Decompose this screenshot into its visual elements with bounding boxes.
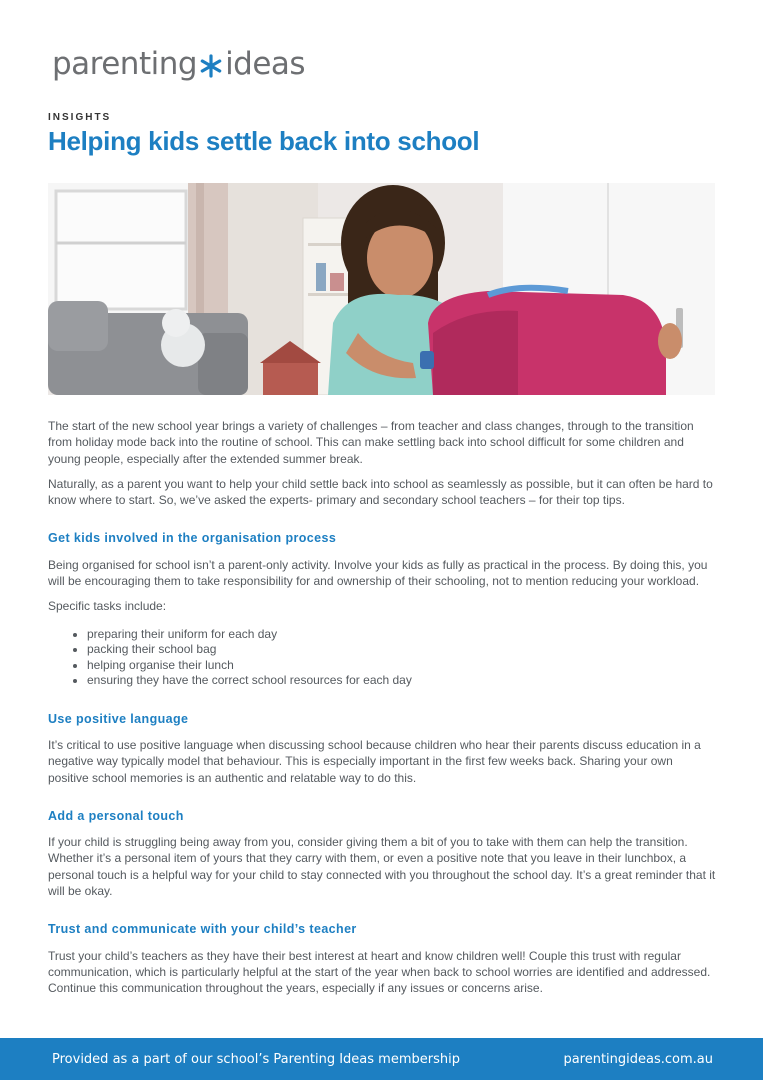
footer-website-link[interactable]: parentingideas.com.au — [563, 1051, 713, 1067]
list-intro: Specific tasks include: — [48, 599, 167, 614]
section-paragraph: Trust your child’s teachers as they have their best interest at heart and know children well! Couple this trust with regular communication, which is particularly helpful at the start of the year when back to school worries are identified and addressed. Continue this communication throughout the years, especially if any issues or concerns arise. — [48, 948, 711, 996]
page-title: Helping kids settle back into school — [48, 126, 480, 156]
footer-membership-text: Provided as a part of our school’s Parenting Ideas membership — [52, 1051, 460, 1067]
section-heading: Use positive language — [48, 711, 189, 726]
list-item: • packing their school bag — [87, 642, 716, 658]
section-heading: Get kids involved in the organisation process — [48, 531, 337, 546]
list-item: • preparing their uniform for each day — [87, 627, 716, 643]
logo-text-ideas: ideas — [225, 46, 306, 82]
section-paragraph: Being organised for school isn’t a parent-only activity. Involve your kids as fully as practical in the process. By doing this, you will be encouraging them to take responsibility for and ownership of their schooling, not to mention reducing your workload. — [48, 557, 708, 589]
tasks-list — [48, 627, 716, 689]
list-item: • helping organise their lunch — [87, 658, 716, 674]
section-heading: Trust and communicate with your child’s teacher — [48, 922, 357, 937]
list-item: • ensuring they have the correct school resources for each day — [87, 673, 716, 689]
intro-paragraph: The start of the new school year brings a variety of challenges – from teacher and class changes, through to the transition from holiday mode back into the routine of school. This can make settling back into school difficult for some children and young people, especially after the extended summer break. — [48, 419, 694, 466]
section-kicker: INSIGHTS — [48, 112, 112, 123]
hero-photo — [48, 183, 715, 395]
girl-with-backpack-illustration — [48, 183, 715, 395]
intro-paragraph: Naturally, as a parent you want to help your child settle back into school as seamlessly as possible, but it can often be hard to know where to start. So, we’ve asked the experts- primary and secondary school teachers – for their top tips. — [48, 476, 713, 508]
asterisk-star-icon — [199, 54, 223, 78]
section-heading: Add a personal touch — [48, 808, 184, 823]
logo-text-parenting: parenting — [52, 46, 198, 82]
section-paragraph: If your child is struggling being away from you, consider giving them a bit of you to take with them can help the transition. Whether it’s a personal item of yours that they carry with them, or even a positive note that you leave in their lunchbox, a personal touch is a helpful way for your child to stay connected with you throughout the school day. It’s a great reminder that it will be okay. — [48, 835, 716, 899]
parenting-ideas-logo — [52, 44, 305, 84]
footer-bar — [0, 1038, 763, 1080]
article-body — [48, 418, 716, 1006]
section-paragraph: It’s critical to use positive language when discussing school because children who hear their parents discuss education in a negative way typically model that behaviour. This is especially important in the first few weeks back. Sharing your own positive school memories is an authentic and relatable way to do this. — [48, 737, 701, 785]
